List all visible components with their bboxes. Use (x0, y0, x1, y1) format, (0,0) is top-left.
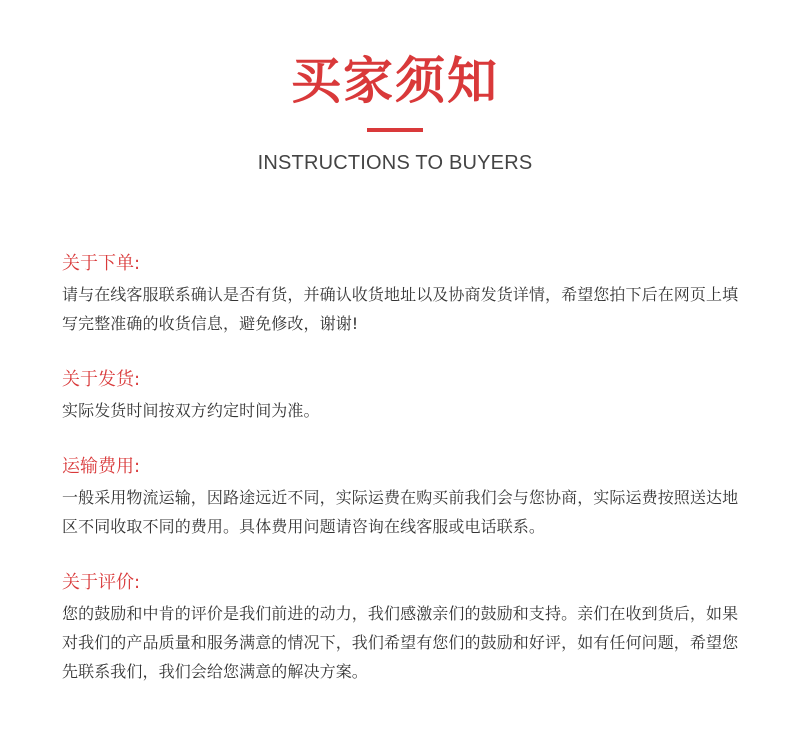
section-heading-ordering: 关于下单: (62, 253, 141, 274)
section-shipping (62, 366, 742, 425)
instructions-content (62, 250, 742, 714)
page-subtitle: INSTRUCTIONS TO BUYERS (257, 152, 533, 174)
section-heading-shipping: 关于发货: (62, 369, 141, 390)
section-heading-review: 关于评价: (62, 572, 141, 593)
section-heading-freight: 运输费用: (62, 456, 141, 477)
section-freight (62, 453, 742, 541)
section-body-freight: 一般采用物流运输，因路途远近不同，实际运费在购买前我们会与您协商，实际运费按照送达地区不同收取不同的费用。具体费用问题请咨询在线客服或电话联系。 (62, 488, 739, 536)
page-title: 买家须知 (291, 52, 499, 110)
page-header (0, 48, 790, 176)
section-body-shipping: 实际发货时间按双方约定时间为准。 (62, 401, 320, 420)
section-ordering (62, 250, 742, 338)
section-body-review: 您的鼓励和中肯的评价是我们前进的动力，我们感激亲们的鼓励和支持。亲们在收到货后，如果对我们的产品质量和服务满意的情况下，我们希望有您们的鼓励和好评，如有任何问题，希望您先联系我们，我们会给您满意的解决方案。 (62, 604, 739, 681)
section-review (62, 569, 742, 686)
title-divider (367, 128, 423, 132)
section-body-ordering: 请与在线客服联系确认是否有货，并确认收货地址以及协商发货详情，希望您拍下后在网页上填写完整准确的收货信息，避免修改，谢谢! (62, 285, 739, 333)
